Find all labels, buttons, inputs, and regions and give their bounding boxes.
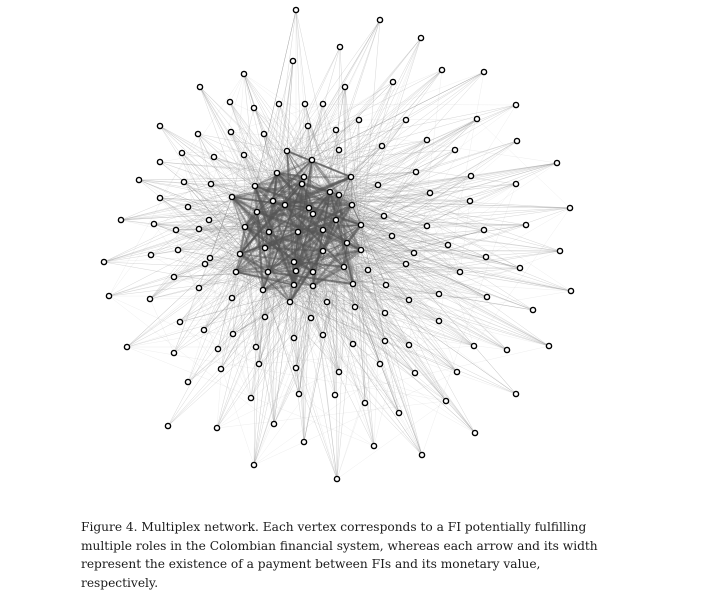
network-vertex <box>206 217 211 222</box>
network-vertex <box>262 245 267 250</box>
network-vertex <box>251 105 256 110</box>
network-vertex <box>118 217 123 222</box>
network-vertex <box>467 198 472 203</box>
network-vertex <box>308 315 313 320</box>
network-vertex <box>196 285 201 290</box>
network-vertex <box>439 67 444 72</box>
network-vertex <box>336 147 341 152</box>
network-vertex <box>320 248 325 253</box>
network-vertex <box>358 247 363 252</box>
network-vertex <box>302 101 307 106</box>
network-vertex <box>215 346 220 351</box>
network-vertex <box>457 269 462 274</box>
network-vertex <box>293 268 298 273</box>
network-vertex <box>251 462 256 467</box>
network-vertex <box>349 202 354 207</box>
network-vertex <box>474 116 479 121</box>
network-vertex <box>320 332 325 337</box>
network-vertex <box>377 361 382 366</box>
network-vertex <box>282 202 287 207</box>
network-vertex <box>424 223 429 228</box>
network-vertex <box>256 361 261 366</box>
network-vertex <box>452 147 457 152</box>
network-vertex <box>344 240 349 245</box>
network-vertex <box>291 282 296 287</box>
network-vertex <box>379 143 384 148</box>
network-vertex <box>248 395 253 400</box>
network-vertex <box>517 265 522 270</box>
network-vertex <box>375 182 380 187</box>
network-vertex <box>382 310 387 315</box>
network-vertex <box>227 99 232 104</box>
network-vertex <box>214 425 219 430</box>
network-vertex <box>356 117 361 122</box>
figure-caption: Figure 4. Multiplex network. Each vertex corresponds to a FI potentially fulfilling multiple roles in the Colombian financial system, whereas each arrow and its width represent the existence of a payment between FIs and its monetary value, respectively. <box>81 520 598 590</box>
network-vertex <box>175 247 180 252</box>
network-edge <box>474 208 570 346</box>
network-vertex <box>276 101 281 106</box>
network-vertex <box>196 226 201 231</box>
network-vertex <box>436 318 441 323</box>
network-vertex <box>299 181 304 186</box>
network-vertex <box>389 233 394 238</box>
network-vertex <box>179 150 184 155</box>
network-edges <box>104 10 571 479</box>
network-vertex <box>237 251 242 256</box>
network-vertex <box>177 319 182 324</box>
network-vertex <box>233 269 238 274</box>
network-vertex <box>252 183 257 188</box>
network-vertex <box>270 198 275 203</box>
network-vertex <box>557 248 562 253</box>
network-vertex <box>352 304 357 309</box>
network-vertex <box>265 269 270 274</box>
network-vertex <box>157 195 162 200</box>
network-vertex <box>362 400 367 405</box>
network-vertex <box>266 229 271 234</box>
network-vertex <box>481 227 486 232</box>
network-vertex <box>171 350 176 355</box>
network-edge <box>279 104 516 105</box>
network-vertex <box>228 129 233 134</box>
network-vertex <box>242 224 247 229</box>
network-vertex <box>336 369 341 374</box>
network-vertex <box>419 452 424 457</box>
network-vertex <box>390 79 395 84</box>
network-vertex <box>124 344 129 349</box>
network-vertex <box>336 192 341 197</box>
network-vertex <box>424 137 429 142</box>
network-vertex <box>254 209 259 214</box>
network-vertex <box>136 177 141 182</box>
network-vertex <box>320 227 325 232</box>
network-vertex <box>513 102 518 107</box>
network-vertex <box>396 410 401 415</box>
network-vertex <box>413 169 418 174</box>
network-vertex <box>513 391 518 396</box>
network-edge <box>337 401 446 479</box>
network-vertex <box>262 314 267 319</box>
network-vertex <box>382 338 387 343</box>
network-vertex <box>358 222 363 227</box>
network-vertex <box>284 148 289 153</box>
network-vertex <box>301 439 306 444</box>
network-vertex <box>403 117 408 122</box>
network-vertex <box>241 71 246 76</box>
network-vertex <box>567 205 572 210</box>
network-vertex <box>296 391 301 396</box>
network-vertex <box>305 123 310 128</box>
network-vertex <box>165 423 170 428</box>
network-vertex <box>568 288 573 293</box>
network-vertex <box>211 154 216 159</box>
network-vertex <box>350 281 355 286</box>
network-vertex <box>332 392 337 397</box>
network-vertex <box>445 242 450 247</box>
network-vertex <box>371 443 376 448</box>
network-vertex <box>412 370 417 375</box>
network-vertex <box>306 205 311 210</box>
network-vertex <box>337 44 342 49</box>
network-vertex <box>253 344 258 349</box>
network-vertex <box>342 84 347 89</box>
network-vertex <box>324 299 329 304</box>
network-vertex <box>514 138 519 143</box>
network-edge <box>217 401 446 428</box>
network-vertex <box>443 398 448 403</box>
network-vertex <box>484 294 489 299</box>
network-vertex <box>197 84 202 89</box>
network-vertex <box>481 69 486 74</box>
network-vertex <box>201 327 206 332</box>
network-vertex <box>406 342 411 347</box>
network-vertex <box>185 204 190 209</box>
network-edge <box>359 119 477 120</box>
network-vertex <box>218 366 223 371</box>
network-vertex <box>157 123 162 128</box>
network-vertex <box>468 173 473 178</box>
network-vertex <box>230 331 235 336</box>
network-vertex <box>260 287 265 292</box>
network-vertex <box>290 58 295 63</box>
network-vertex <box>327 189 332 194</box>
network-vertex <box>348 174 353 179</box>
network-vertex <box>350 341 355 346</box>
network-vertex <box>383 282 388 287</box>
network-vertex <box>403 261 408 266</box>
network-vertex <box>310 283 315 288</box>
network-vertex <box>418 35 423 40</box>
network-vertex <box>341 264 346 269</box>
network-vertex <box>208 181 213 186</box>
network-vertex <box>333 217 338 222</box>
network-edge <box>150 299 174 353</box>
network-vertex <box>287 299 292 304</box>
network-vertex <box>309 157 314 162</box>
network-vertex <box>185 379 190 384</box>
network-vertex <box>471 343 476 348</box>
network-vertex <box>436 291 441 296</box>
network-vertex <box>310 269 315 274</box>
network-vertex <box>523 222 528 227</box>
network-edge <box>439 72 484 321</box>
network-vertex <box>333 127 338 132</box>
network-vertex <box>207 255 212 260</box>
network-vertex <box>151 221 156 226</box>
network-vertex <box>365 267 370 272</box>
network-vertex <box>546 343 551 348</box>
network-vertex <box>427 190 432 195</box>
network-vertex <box>148 252 153 257</box>
network-vertex <box>229 194 234 199</box>
network-vertex <box>173 227 178 232</box>
network-vertex <box>411 250 416 255</box>
network-vertex <box>293 365 298 370</box>
network-vertex <box>483 254 488 259</box>
network-vertex <box>301 174 306 179</box>
network-vertex <box>101 259 106 264</box>
network-vertex <box>271 421 276 426</box>
network-vertex <box>241 152 246 157</box>
network-vertex <box>274 170 279 175</box>
network-vertex <box>261 131 266 136</box>
network-vertex <box>157 159 162 164</box>
network-vertex <box>295 229 300 234</box>
network-vertex <box>454 369 459 374</box>
network-vertex <box>202 261 207 266</box>
network-vertex <box>530 307 535 312</box>
network-vertex <box>106 293 111 298</box>
network-vertex <box>293 7 298 12</box>
network-vertex <box>377 17 382 22</box>
network-vertex <box>472 430 477 435</box>
network-vertex <box>291 335 296 340</box>
network-vertex <box>504 347 509 352</box>
network-vertex <box>554 160 559 165</box>
network-vertex <box>334 476 339 481</box>
network-vertex <box>195 131 200 136</box>
network-vertex <box>320 101 325 106</box>
network-vertex <box>291 259 296 264</box>
network-vertex <box>181 179 186 184</box>
network-vertex <box>381 213 386 218</box>
network-vertex <box>147 296 152 301</box>
network-vertex <box>406 297 411 302</box>
network-vertex <box>171 274 176 279</box>
network-vertex <box>310 211 315 216</box>
network-vertex <box>513 181 518 186</box>
network-vertex <box>229 295 234 300</box>
